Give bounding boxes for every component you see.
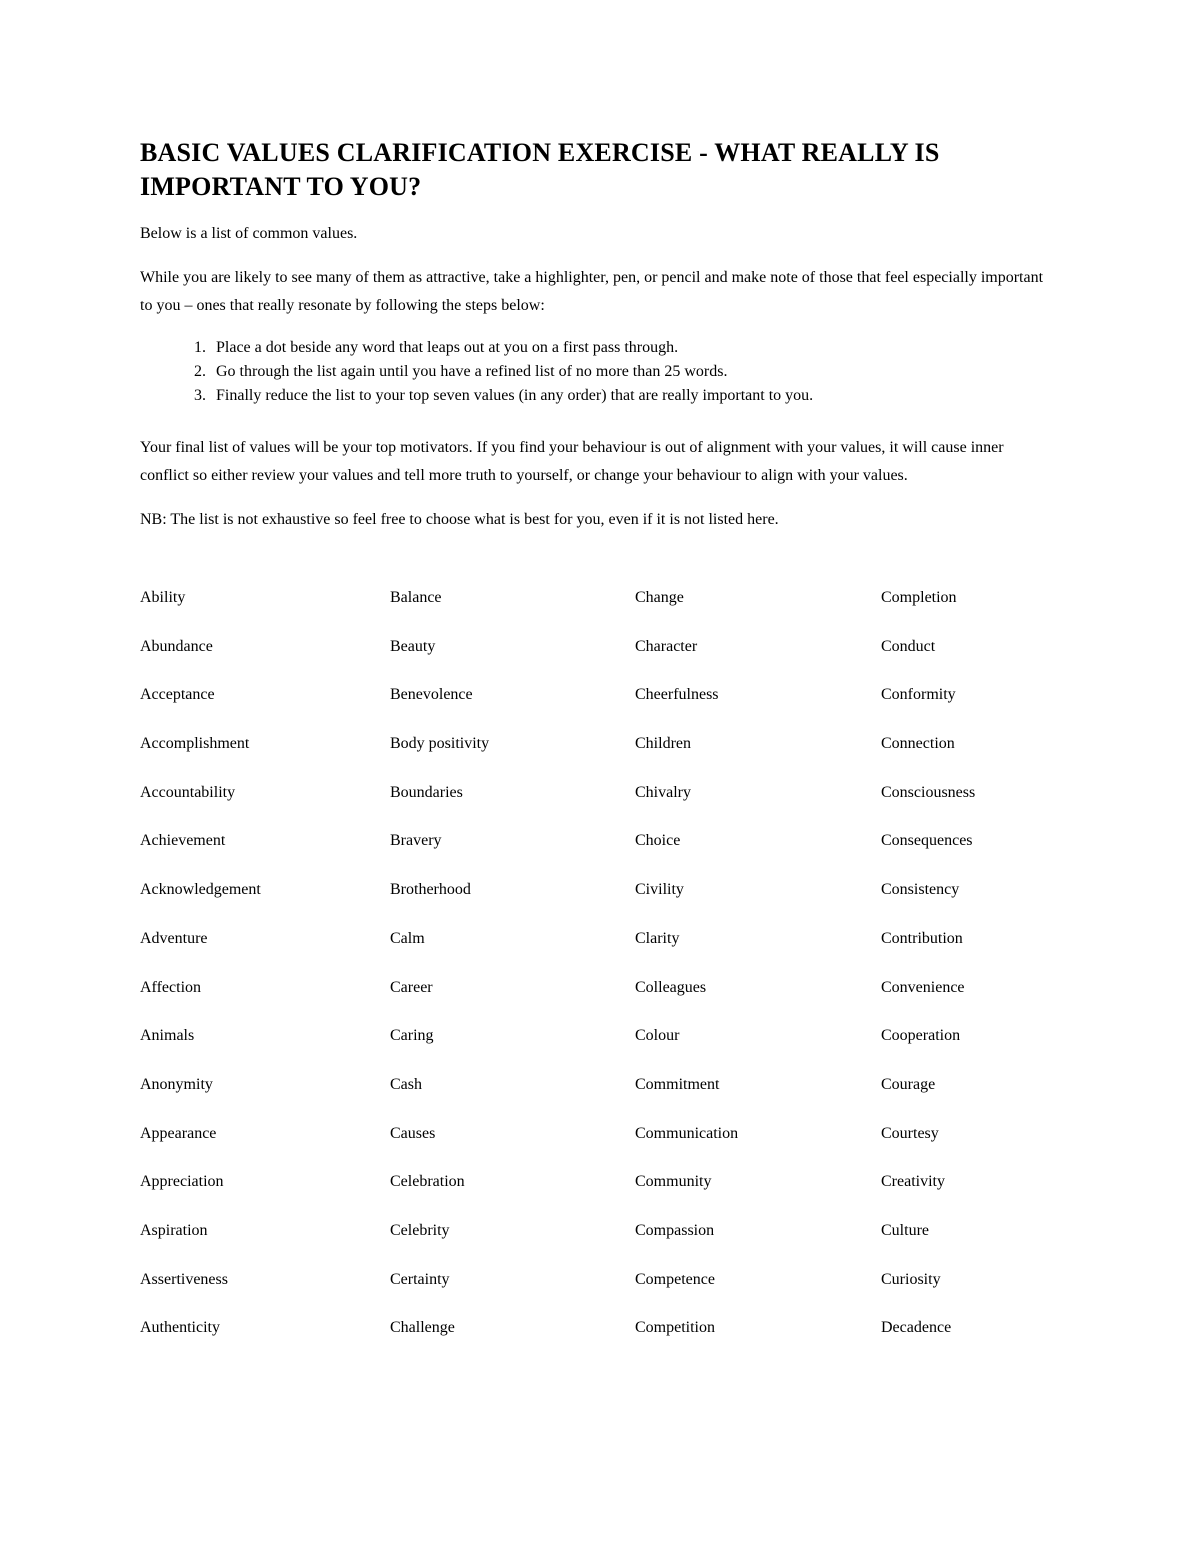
value-item: Chivalry bbox=[635, 783, 691, 801]
value-item: Appearance bbox=[140, 1124, 217, 1142]
value-item: Boundaries bbox=[390, 783, 463, 801]
value-item: Compassion bbox=[635, 1221, 715, 1239]
value-item: Accomplishment bbox=[140, 735, 250, 753]
value-item: Character bbox=[635, 637, 698, 655]
values-table bbox=[140, 588, 1060, 1367]
step-item-3: 3. Finally reduce the list to your top seven values (in any order) that are really important to you. bbox=[210, 384, 1060, 408]
intro-paragraph: Below is a list of common values. bbox=[140, 225, 358, 242]
value-item: Creativity bbox=[881, 1173, 945, 1191]
value-item: Animals bbox=[140, 1027, 195, 1045]
value-item: Change bbox=[635, 589, 684, 606]
value-item: Commitment bbox=[635, 1075, 720, 1093]
value-item: Anonymity bbox=[140, 1075, 213, 1093]
value-item: Consistency bbox=[881, 881, 960, 899]
value-item: Acknowledgement bbox=[140, 881, 261, 899]
value-item: Decadence bbox=[881, 1319, 952, 1337]
value-item: Communication bbox=[635, 1124, 739, 1142]
value-item: Competition bbox=[635, 1319, 715, 1337]
value-item: Challenge bbox=[390, 1319, 455, 1337]
value-item: Brotherhood bbox=[390, 881, 471, 899]
value-item: Celebration bbox=[390, 1173, 465, 1191]
value-item: Affection bbox=[140, 978, 202, 996]
value-item: Conformity bbox=[881, 686, 956, 704]
document-title: BASIC VALUES CLARIFICATION EXERCISE - WHAT REALLY IS IMPORTANT TO YOU? bbox=[140, 138, 940, 201]
value-item: Cooperation bbox=[881, 1027, 961, 1045]
value-item: Career bbox=[390, 978, 433, 996]
value-item: Consciousness bbox=[881, 783, 976, 801]
value-item: Consequences bbox=[881, 832, 973, 850]
value-item: Colleagues bbox=[635, 978, 707, 996]
value-item: Beauty bbox=[390, 637, 436, 655]
value-item: Authenticity bbox=[140, 1319, 220, 1337]
value-item: Children bbox=[635, 735, 691, 753]
instructions-paragraph: While you are likely to see many of them as attractive, take a highlighter, pen, or pencil and make note of those that feel especially important to you – ones that really resonate by following the steps below: bbox=[140, 269, 1044, 314]
value-item: Caring bbox=[390, 1027, 434, 1045]
value-item: Curiosity bbox=[881, 1270, 941, 1288]
value-item: Colour bbox=[635, 1027, 680, 1045]
value-item: Appreciation bbox=[140, 1173, 224, 1191]
value-item: Accountability bbox=[140, 783, 236, 801]
value-item: Causes bbox=[390, 1124, 436, 1142]
value-item: Connection bbox=[881, 735, 955, 753]
value-item: Calm bbox=[390, 929, 425, 947]
value-item: Competence bbox=[635, 1270, 715, 1288]
value-item: Adventure bbox=[140, 929, 208, 947]
value-item: Achievement bbox=[140, 832, 226, 850]
value-item: Abundance bbox=[140, 637, 213, 655]
value-item: Celebrity bbox=[390, 1221, 450, 1239]
value-item: Culture bbox=[881, 1221, 929, 1239]
value-item: Benevolence bbox=[390, 686, 473, 704]
value-item: Aspiration bbox=[140, 1221, 208, 1239]
value-item: Bravery bbox=[390, 832, 442, 850]
value-item: Balance bbox=[390, 589, 442, 606]
value-item: Acceptance bbox=[140, 686, 215, 704]
value-item: Civility bbox=[635, 881, 684, 899]
value-item: Courtesy bbox=[881, 1124, 939, 1142]
value-item: Assertiveness bbox=[140, 1270, 228, 1288]
step-item-2: 2. Go through the list again until you have a refined list of no more than 25 words. bbox=[210, 360, 1060, 384]
value-item: Community bbox=[635, 1173, 712, 1191]
value-item: Courage bbox=[881, 1075, 936, 1093]
motivators-paragraph: Your final list of values will be your top motivators. If you find your behaviour is out of alignment with your values, it will cause inner conflict so either review your values and tell more truth to yourself, or change your behaviour to align with your values. bbox=[140, 439, 1004, 484]
steps-list bbox=[140, 336, 1060, 408]
value-item: Ability bbox=[140, 589, 186, 606]
value-item: Clarity bbox=[635, 929, 680, 947]
nb-note: NB: The list is not exhaustive so feel free to choose what is best for you, even if it is not listed here. bbox=[140, 511, 779, 528]
step-item-1: 1. Place a dot beside any word that leaps out at you on a first pass through. bbox=[210, 336, 1060, 360]
value-item: Certainty bbox=[390, 1270, 450, 1288]
value-item: Completion bbox=[881, 589, 957, 606]
value-item: Body positivity bbox=[390, 735, 490, 753]
value-item: Cheerfulness bbox=[635, 686, 719, 704]
value-item: Choice bbox=[635, 832, 681, 850]
value-item: Convenience bbox=[881, 978, 965, 996]
value-item: Cash bbox=[390, 1075, 422, 1093]
value-item: Contribution bbox=[881, 929, 963, 947]
value-item: Conduct bbox=[881, 637, 936, 655]
